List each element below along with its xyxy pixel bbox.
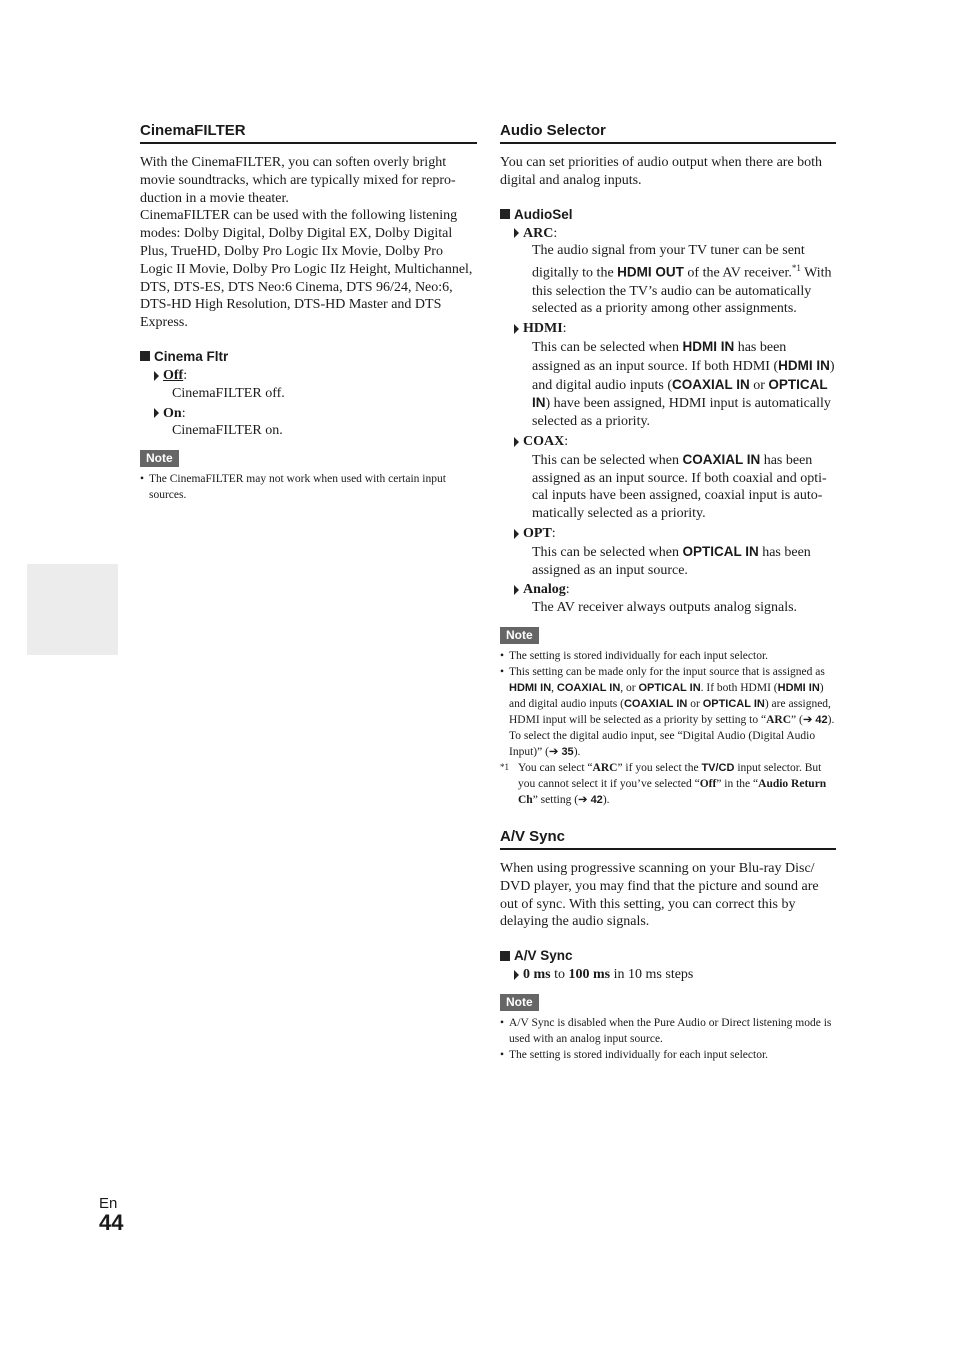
triangle-right-icon <box>514 970 519 980</box>
footnote-1: *1 You can select “ARC” if you select the TV/CD input selector. But you cannot select it if you’ve selected “Off” in the “Audio Return Ch” setting (➔ 42). <box>500 761 827 806</box>
audio-selector-intro: You can set priorities of audio output when there are both digital and analog inputs. <box>500 155 823 188</box>
triangle-right-icon <box>154 371 159 381</box>
note-item: • This setting can be made only for the input source that is assigned as HDMI IN, COAXIAL IN, or OPTICAL IN. If both HDMI (HDMI IN) and digital audio inputs (COAXIAL IN or OPTICAL IN) are assigned, HDMI input will be selected as a priority by setting to “ARC” (➔ 42). To select the digital audio input, see “Digital Audio (Digital Audio Input)” (➔ 35). <box>500 664 836 760</box>
left-column <box>140 122 477 503</box>
section-tab-marker <box>27 564 118 655</box>
av-sync-range: 0 ms to 100 ms in 10 ms steps <box>514 966 836 984</box>
cinemafilter-intro: With the CinemaFILTER, you can soften overly bright movie soundtracks, which are typically mixed for reproduction in a movie theater. <box>140 155 456 206</box>
square-bullet-icon <box>500 209 510 219</box>
note-item: • The setting is stored individually for each input selector. <box>500 1047 836 1063</box>
option-hdmi-desc: This can be selected when HDMI IN has been assigned as an input source. If both HDMI (HDMI IN) and digital audio inputs (COAXIAL IN or OPTICAL IN) have been assigned, HDMI input is automatically selected as a priority. <box>532 339 835 430</box>
note-list <box>140 471 477 503</box>
option-coax-desc: This can be selected when COAXIAL IN has been assigned as an input source. If both coaxial and optical inputs have been assigned, coaxial input is automatically selected as a priority. <box>532 451 827 522</box>
option-coax: COAX : <box>514 433 836 451</box>
note-list <box>500 1015 836 1063</box>
right-column <box>500 122 836 1063</box>
triangle-right-icon <box>514 437 519 447</box>
option-arc-desc: The audio signal from your TV tuner can be sent digitally to the HDMI OUT of the AV receiver.$^{*1}$ With this selection the TV’s audio can be automatically selected as a priority among other assignments. <box>532 243 832 317</box>
note-item: • A/V Sync is disabled when the Pure Audio or Direct listening mode is used with an analog input source. <box>500 1015 836 1047</box>
page-number-value: 44 <box>99 1210 124 1235</box>
option-on-desc: CinemaFILTER on. <box>172 423 283 439</box>
option-hdmi: HDMI : <box>514 320 836 338</box>
triangle-right-icon <box>514 324 519 334</box>
note-item: • The CinemaFILTER may not work when used with certain input sources. <box>140 471 477 503</box>
square-bullet-icon <box>140 351 150 361</box>
page-number <box>99 1195 123 1236</box>
note-item: • The setting is stored individually for each input selector. <box>500 648 836 664</box>
note-badge: Note <box>500 627 539 644</box>
option-on: On : <box>154 405 477 423</box>
option-opt-desc: This can be selected when OPTICAL IN has been assigned as an input source. <box>532 543 811 578</box>
note-badge: Note <box>500 994 539 1011</box>
subhead-av-sync: A/V Sync <box>500 948 836 963</box>
section-title-audio-selector: Audio Selector <box>500 122 836 144</box>
subhead-audiosel: AudioSel <box>500 207 836 222</box>
option-arc: ARC : <box>514 225 836 243</box>
note-badge: Note <box>140 450 179 467</box>
triangle-right-icon <box>514 228 519 238</box>
triangle-right-icon <box>514 529 519 539</box>
option-off: Off : <box>154 367 477 385</box>
option-opt: OPT : <box>514 525 836 543</box>
square-bullet-icon <box>500 951 510 961</box>
section-title-av-sync: A/V Sync <box>500 828 836 850</box>
subhead-cinema-fltr: Cinema Fltr <box>140 349 477 364</box>
triangle-right-icon <box>514 585 519 595</box>
section-title-cinemafilter: CinemaFILTER <box>140 122 477 144</box>
option-analog: Analog : <box>514 581 836 599</box>
triangle-right-icon <box>154 408 159 418</box>
cinemafilter-modes: CinemaFILTER can be used with the following listening modes: Dolby Digital, Dolby Digital EX, Dolby Digital Plus, TrueHD, Dolby Pro Logic IIx Movie, Dolby Pro Logic II Movie, Dolby Pro Logic IIz Height, Multichannel, DTS, DTS-ES, DTS Neo:6 Cinema, DTS 96/24, Neo:6, DTS-HD High Resolution, DTS-HD Master and DTS Express. <box>140 208 473 331</box>
page-language: En <box>99 1195 118 1212</box>
option-off-desc: CinemaFILTER off. <box>172 385 285 401</box>
note-list <box>500 648 836 760</box>
av-sync-intro: When using progressive scanning on your Blu-ray Disc/ DVD player, you may find that the picture and sound are out of sync. With this setting, you can correct this by delaying the audio signals. <box>500 860 819 930</box>
option-analog-desc: The AV receiver always outputs analog signals. <box>532 600 798 616</box>
